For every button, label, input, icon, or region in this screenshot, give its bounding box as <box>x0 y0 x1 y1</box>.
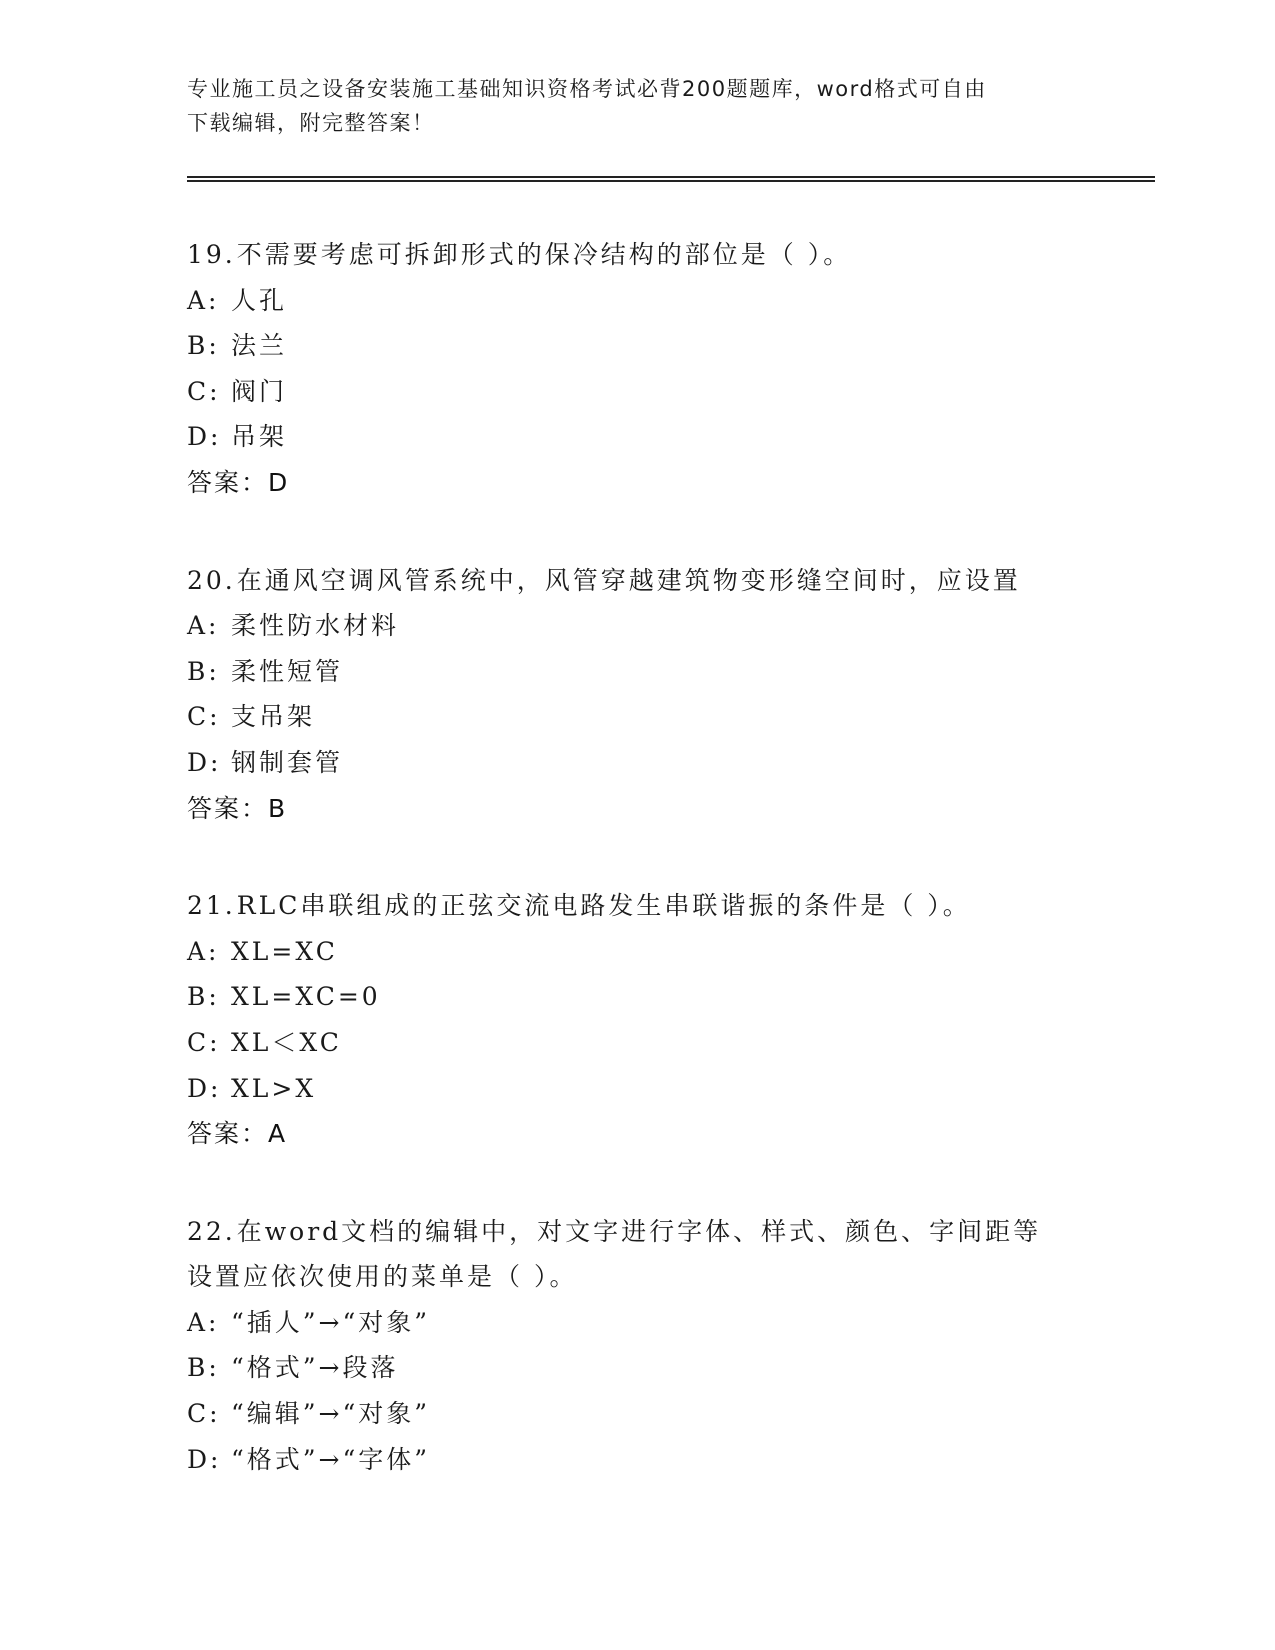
question-number: 21. <box>187 891 236 921</box>
option-text: 柔性短管 <box>231 656 344 686</box>
option-c <box>187 694 1147 740</box>
option-text: “格式”→段落 <box>231 1353 399 1383</box>
option-d <box>187 1437 1147 1483</box>
option-text: 柔性防水材料 <box>231 611 400 641</box>
option-key: D: <box>187 422 222 452</box>
option-text: “编辑”→“对象” <box>231 1399 431 1429</box>
option-a <box>187 603 1147 649</box>
option-a <box>187 278 1147 324</box>
question-text: 在word文档的编辑中，对文字进行字体、样式、颜色、字间距等 <box>236 1216 1042 1246</box>
question-20 <box>187 558 1147 832</box>
option-d <box>187 1066 1147 1112</box>
answer-label: 答案： <box>187 1119 269 1149</box>
option-key: D: <box>187 1073 222 1103</box>
answer-label: 答案： <box>187 467 269 497</box>
option-text: 阀门 <box>231 376 288 406</box>
option-key: B: <box>187 656 220 686</box>
option-key: A: <box>187 1307 220 1337</box>
question-stem <box>187 232 1147 278</box>
option-c <box>187 369 1147 415</box>
option-text: “格式”→“字体” <box>231 1444 431 1474</box>
option-key: D: <box>187 1444 222 1474</box>
option-text: 支吊架 <box>231 702 316 732</box>
option-key: C: <box>187 1399 221 1429</box>
answer-line <box>187 1111 1147 1157</box>
option-key: B: <box>187 1353 220 1383</box>
answer-label: 答案： <box>187 793 269 823</box>
option-b <box>187 974 1147 1020</box>
option-b <box>187 649 1147 695</box>
question-number: 20. <box>187 565 236 595</box>
option-a <box>187 929 1147 975</box>
question-stem-continued: 设置应依次使用的菜单是（ ）。 <box>187 1262 578 1292</box>
question-number: 22. <box>187 1216 236 1246</box>
option-key: A: <box>187 936 220 966</box>
option-key: C: <box>187 1027 221 1057</box>
question-stem <box>187 883 1147 929</box>
header-double-rule <box>187 176 1155 182</box>
question-22 <box>187 1209 1147 1483</box>
question-text: 在通风空调风管系统中，风管穿越建筑物变形缝空间时，应设置 <box>236 565 1021 595</box>
option-d <box>187 414 1147 460</box>
header-line-1: 专业施工员之设备安装施工基础知识资格考试必背200题题库，word格式可自由 <box>187 77 987 101</box>
option-key: D: <box>187 747 222 777</box>
header-line-2: 下载编辑，附完整答案！ <box>187 111 435 135</box>
option-text: 人孔 <box>231 285 288 315</box>
option-key: B: <box>187 331 220 361</box>
question-stem <box>187 558 1147 604</box>
option-c <box>187 1391 1147 1437</box>
option-text: 吊架 <box>231 422 288 452</box>
question-stem <box>187 1209 1147 1255</box>
question-list <box>187 232 1147 1534</box>
option-text: 钢制套管 <box>231 747 344 777</box>
answer-value: D <box>268 467 290 497</box>
option-key: C: <box>187 702 221 732</box>
page-header <box>187 72 1067 140</box>
option-key: B: <box>187 982 220 1012</box>
option-b <box>187 323 1147 369</box>
option-text: XL＜XC <box>231 1027 342 1057</box>
question-number: 19. <box>187 240 236 269</box>
question-19 <box>187 232 1147 506</box>
option-text: XL=XC=0 <box>231 982 381 1012</box>
option-text: XL>X <box>231 1073 317 1103</box>
answer-line <box>187 786 1147 832</box>
answer-value: B <box>268 793 288 823</box>
option-key: A: <box>187 285 220 315</box>
question-21 <box>187 883 1147 1157</box>
question-text: RLC串联组成的正弦交流电路发生串联谐振的条件是（ ）。 <box>236 891 971 921</box>
option-key: A: <box>187 611 220 641</box>
option-b <box>187 1345 1147 1391</box>
option-key: C: <box>187 376 221 406</box>
option-text: XL=XC <box>231 936 338 966</box>
answer-value: A <box>268 1119 288 1149</box>
option-text: 法兰 <box>231 331 288 361</box>
option-a <box>187 1300 1147 1346</box>
option-d <box>187 740 1147 786</box>
option-text: “插人”→“对象” <box>231 1307 431 1337</box>
question-text: 不需要考虑可拆卸形式的保冷结构的部位是（ ）。 <box>236 240 852 269</box>
option-c <box>187 1020 1147 1066</box>
answer-line <box>187 460 1147 506</box>
